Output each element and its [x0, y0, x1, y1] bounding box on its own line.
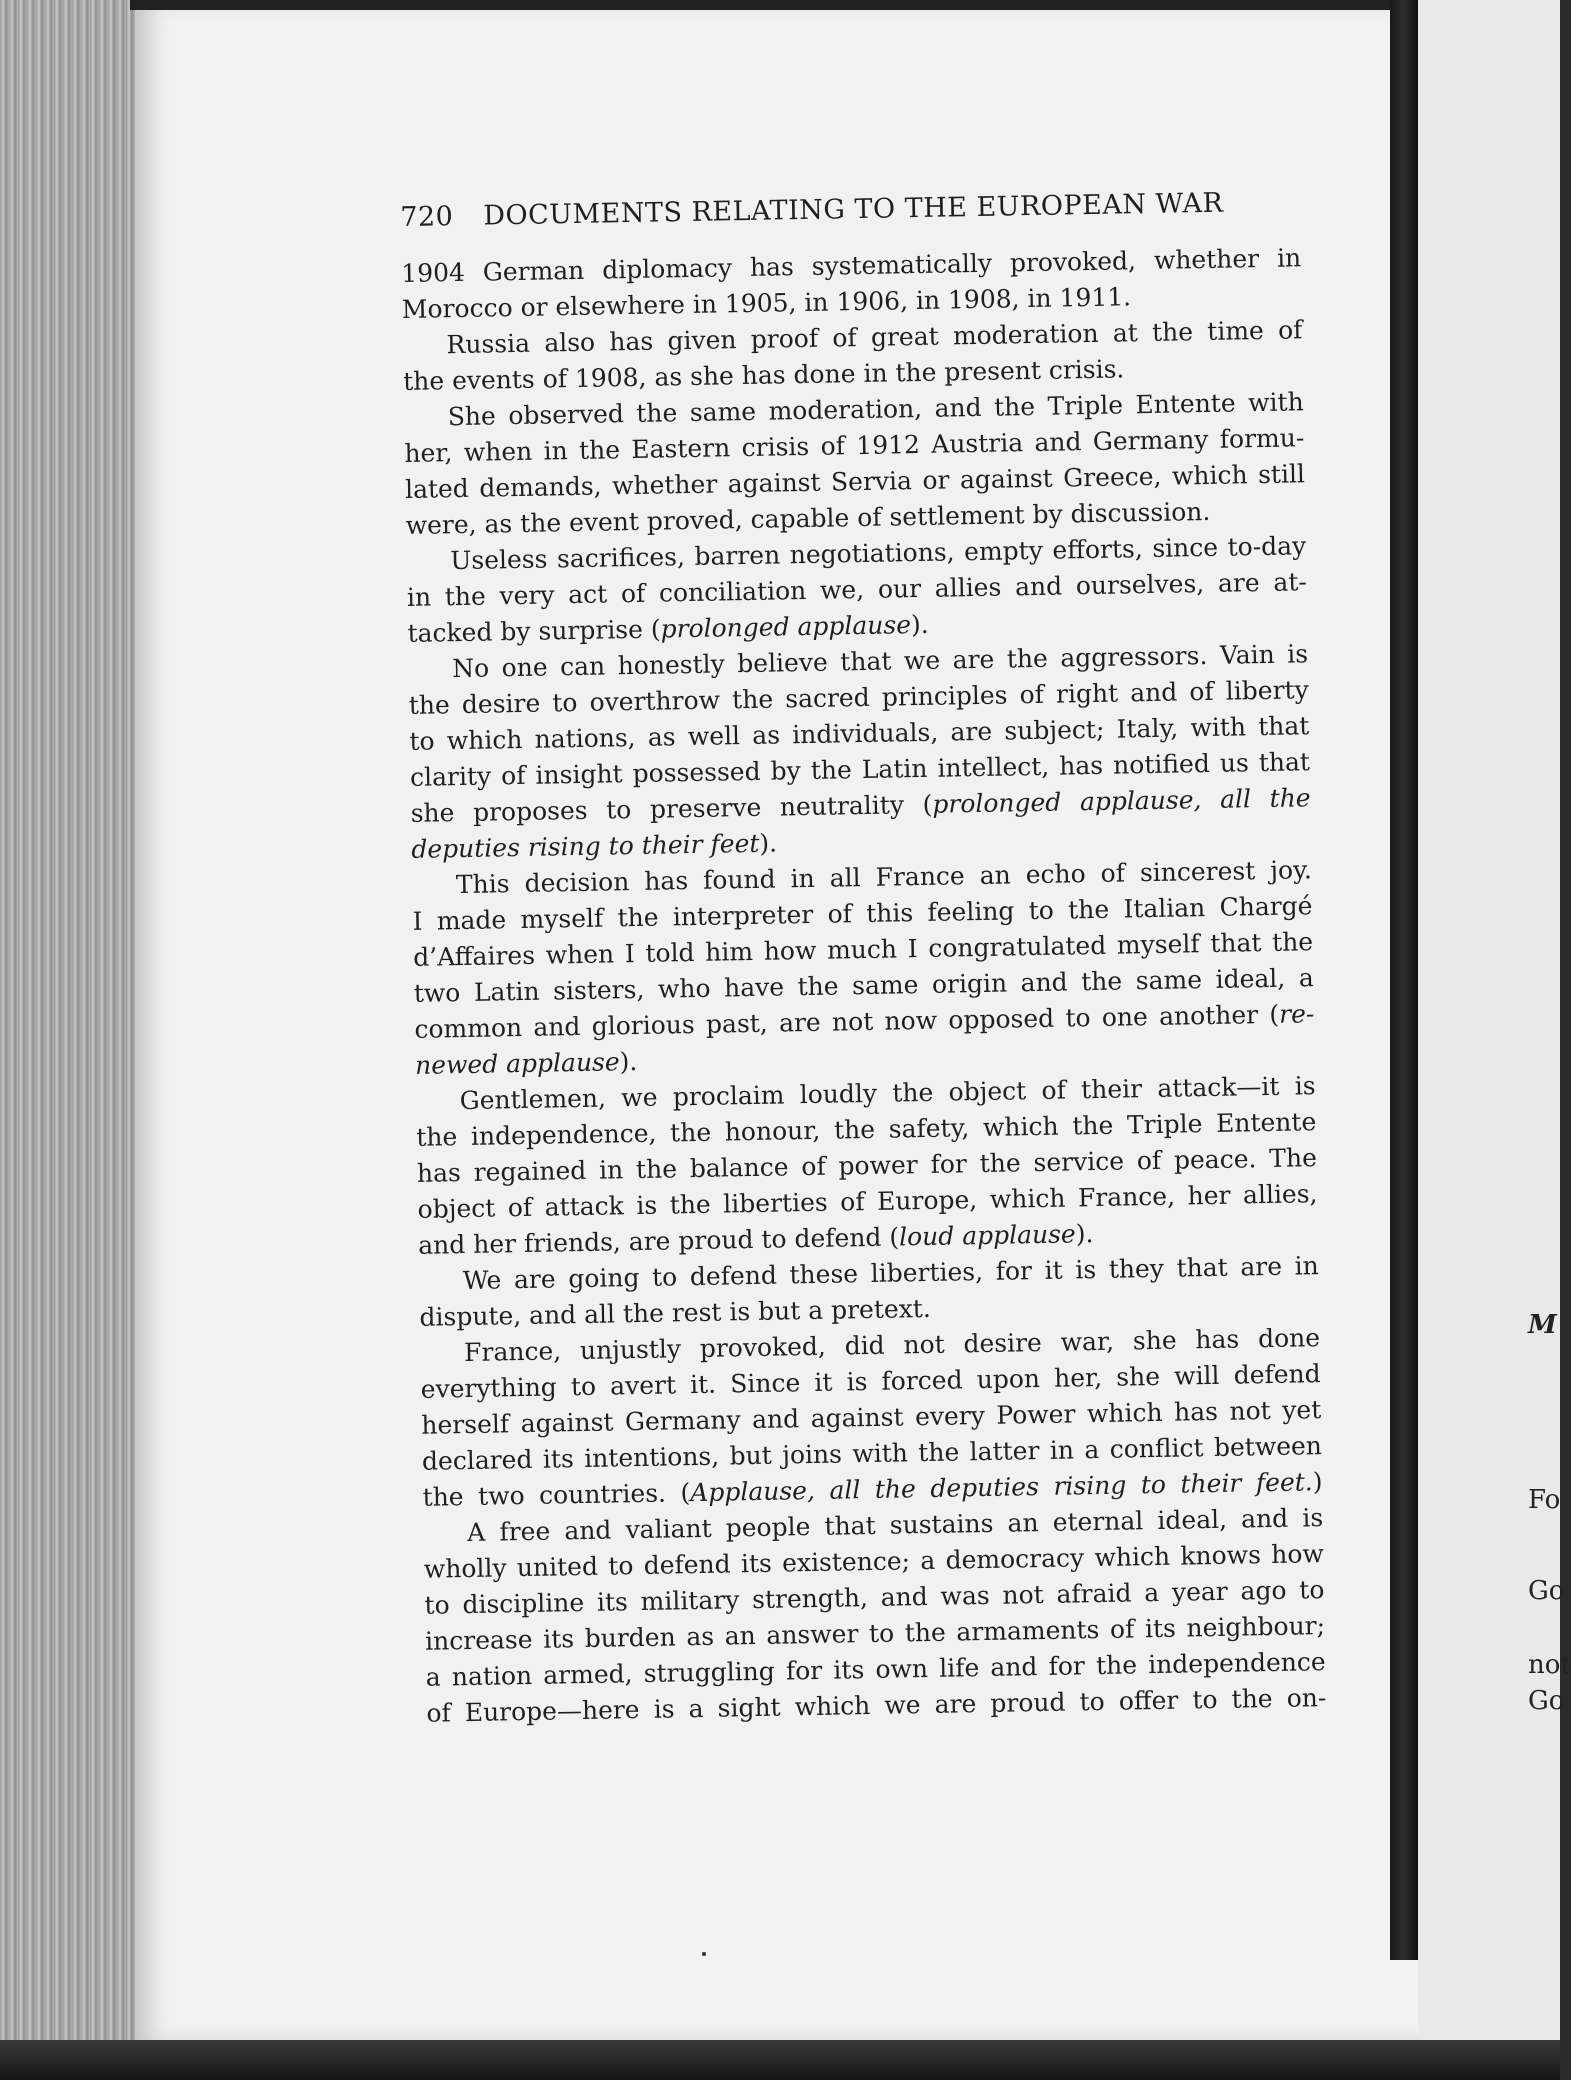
text-segment: No one can honestly believe that we are the aggressors. Vain is	[451, 639, 1309, 684]
text-segment: two Latin sisters, who have the same origin and the same ideal, a	[413, 963, 1314, 1008]
text-segment: ).	[910, 609, 929, 640]
top-shadow	[130, 0, 1440, 10]
adjacent-page	[1418, 0, 1571, 2040]
text-segment: has regained in the balance of power for the service of peace. The	[416, 1143, 1318, 1188]
text-segment: wholly united to defend its existence; a democracy which knows how	[423, 1539, 1325, 1584]
text-segment: )	[1312, 1467, 1323, 1497]
text-segment: Useless sacrifices, barren negotiations, empty efforts, since to-day	[450, 531, 1307, 576]
text-segment: the independence, the honour, the safety, which the Triple Entente	[416, 1107, 1317, 1152]
text-segment: This decision has found in all France an echo of sincerest joy.	[455, 855, 1313, 900]
italic-text: prolonged applause	[660, 610, 912, 644]
text-segment: lated demands, whether against Servia or against Greece, which still	[404, 459, 1306, 504]
text-segment: the two countries. (	[422, 1478, 691, 1512]
text-segment: Russia also has given proof of great moderation at the time of	[446, 315, 1303, 360]
page-number: 720	[400, 201, 454, 233]
text-segment: a nation armed, struggling for its own life and for the independence	[425, 1647, 1326, 1692]
italic-text: newed applause	[414, 1047, 620, 1080]
text-segment: everything to avert it. Since it is forced upon her, she will defend	[420, 1359, 1321, 1404]
adjacent-page-fragment: Fo	[1528, 1485, 1561, 1515]
text-segment: the events of 1908, as she has done in the present crisis.	[402, 354, 1125, 396]
text-segment: in the very act of conciliation we, our allies and ourselves, are at-	[406, 567, 1308, 612]
text-segment: and her friends, are proud to defend (	[417, 1222, 900, 1260]
text-segment: ).	[759, 828, 778, 858]
text-segment: I made myself the interpreter of this feeling to the Italian Chargé	[412, 891, 1313, 936]
adjacent-page-fragment: Go	[1528, 1576, 1565, 1606]
italic-text: re-	[1278, 999, 1315, 1029]
text-segment: 1904 German diplomacy has systematically provoked, whether in	[401, 243, 1302, 288]
text-segment: France, unjustly provoked, did not desire war, she has done	[463, 1323, 1321, 1368]
text-segment: increase its burden as an answer to the armaments of its neighbour;	[424, 1611, 1326, 1656]
text-segment: to which nations, as well as individuals, are subject; Italy, with that	[409, 711, 1310, 756]
text-segment: declared its intentions, but joins with the latter in a conflict between	[421, 1431, 1323, 1476]
text-segment: object of attack is the liberties of Europe, which France, her allies,	[417, 1179, 1318, 1224]
text-segment: ).	[1075, 1219, 1094, 1249]
text-segment: to discipline its military strength, and was not afraid a year ago to	[424, 1575, 1325, 1620]
scan-speck	[702, 1952, 706, 1956]
adjacent-page-fragment: M	[1528, 1310, 1557, 1340]
text-segment: ).	[619, 1046, 638, 1077]
binding-gutter	[1390, 0, 1418, 1960]
text-segment: herself against Germany and against every Power which has not yet	[421, 1395, 1322, 1440]
italic-text: prolonged applause, all the	[932, 783, 1311, 819]
text-segment: We are going to defend these liberties, for it is they that are in	[462, 1251, 1319, 1296]
bottom-shadow	[0, 2040, 1560, 2080]
text-segment: clarity of insight possessed by the Latin intellect, has notified us that	[409, 747, 1311, 792]
adjacent-page-fragment: not	[1528, 1650, 1571, 1680]
adjacent-page-fragment: Go	[1528, 1686, 1565, 1716]
text-segment: She observed the same moderation, and the Triple Entente with	[447, 387, 1304, 432]
page-text-block	[400, 184, 1327, 1731]
text-segment: A free and valiant people that sustains an eternal ideal, and is	[467, 1503, 1324, 1548]
running-head-title: DOCUMENTS RELATING TO THE EUROPEAN WAR	[483, 187, 1224, 232]
text-segment: Gentlemen, we proclaim loudly the object of their attack—it is	[459, 1071, 1316, 1116]
text-segment: common and glorious past, are not now opposed to one another (	[414, 999, 1280, 1044]
text-segment: d’Affaires when I told him how much I congratulated myself that the	[412, 927, 1314, 972]
body-text	[401, 240, 1327, 1731]
italic-text: loud applause	[898, 1219, 1076, 1252]
text-segment: the desire to overthrow the sacred principles of right and of liberty	[408, 675, 1309, 720]
text-segment: tacked by surprise (	[407, 614, 661, 648]
text-segment: Morocco or elsewhere in 1905, in 1906, in 1908, in 1911.	[401, 282, 1132, 324]
text-segment: dispute, and all the rest is but a pretext.	[419, 1293, 932, 1332]
text-segment: of Europe—here is a sight which we are proud to offer to the on-	[426, 1683, 1327, 1728]
italic-text: deputies rising to their feet	[411, 828, 760, 864]
text-segment: were, as the event proved, capable of settlement by discussion.	[405, 496, 1211, 540]
text-segment: she proposes to preserve neutrality (	[410, 789, 933, 828]
italic-text: Applause, all the deputies rising to their feet.	[690, 1467, 1313, 1508]
text-segment: her, when in the Eastern crisis of 1912 Austria and Germany formu-	[404, 423, 1305, 468]
